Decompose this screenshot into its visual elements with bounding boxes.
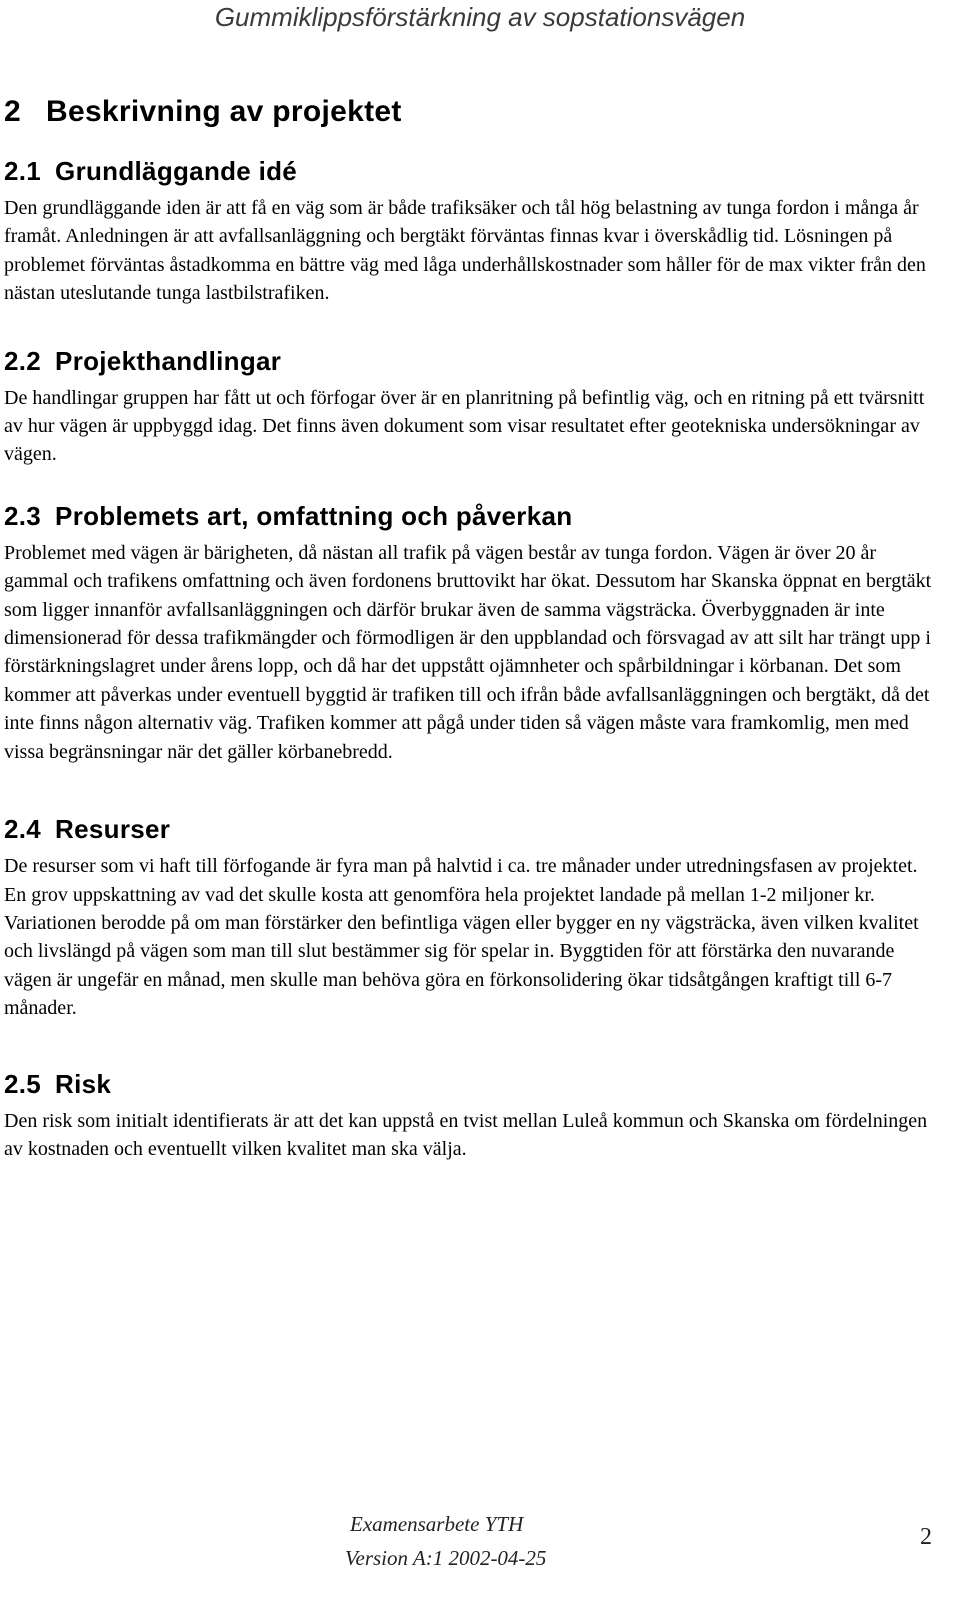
section-number: 2.1 [4, 156, 42, 186]
section-resurser [4, 812, 932, 1022]
running-header: Gummiklippsförstärkning av sopstationsvägen [214, 2, 746, 32]
footer-version: Version A:1 2002-04-25 [345, 1546, 547, 1570]
section-number: 2.3 [4, 500, 42, 531]
chapter-number: 2 [4, 95, 21, 128]
section-title: Problemets art, omfattning och påverkan [55, 500, 573, 531]
section-heading [4, 499, 932, 533]
section-risk [4, 1067, 932, 1164]
section-title: Risk [55, 1068, 112, 1099]
section-number: 2.4 [4, 814, 42, 845]
chapter-heading [4, 92, 932, 132]
section-title: Grundläggande idé [55, 156, 298, 186]
footer-thesis-label: Examensarbete YTH [350, 1512, 524, 1536]
section-heading [4, 344, 932, 378]
section-number: 2.2 [4, 345, 42, 376]
section-paragraph: De handlingar gruppen har fått ut och förfogar över är en planritning på befintlig väg, och en ritning på ett tvärsnitt av hur vägen är uppbyggd idag. Det finns även dokument som visar resultatet efter geotekniska undersökningar av vägen. [4, 386, 925, 466]
section-paragraph: De resurser som vi haft till förfogande är fyra man på halvtid i ca. tre månader under utredningsfasen av projektet. En grov uppskattning av vad det skulle kosta att genomföra hela projektet landade på mellan 1-2 miljoner kr. Variationen berodde på om man förstärker den befintliga vägen eller bygger en ny vägsträcka, även vilken kvalitet och livslängd på vägen som man till slut bestämmer sig för spelar in. Byggtiden för att förstärka den nuvarande vägen är ungefär en månad, men skulle man behöva göra en förkonsolidering ökar tidsåtgången kraftigt till 6-7 månader. [4, 855, 919, 1020]
chapter-title: Beskrivning av projektet [46, 95, 402, 128]
section-paragraph: Den grundläggande iden är att få en väg som är både trafiksäker och tål hög belastning av tunga fordon i många år framåt. Anledningen är att avfallsanläggning och bergtäkt förväntas finnas kvar i överskådlig tid. Lösningen på problemet förväntas åstadkomma en bättre väg med låga underhållskostnader som håller för de max vikter från den nästan uteslutande tunga lastbilstrafiken. [4, 197, 926, 305]
section-heading [4, 812, 932, 846]
section-paragraph: Den risk som initialt identifierats är att det kan uppstå en tvist mellan Luleå kommun och Skanska om fördelningen av kostnaden och eventuellt vilken kvalitet man ska välja. [4, 1109, 928, 1160]
section-number: 2.5 [4, 1068, 42, 1099]
section-title: Resurser [55, 814, 171, 845]
section-grundlaggande-ide [4, 154, 932, 308]
document-body [4, 92, 932, 1193]
page-footer [0, 1510, 960, 1610]
section-problemets-art [4, 499, 932, 766]
section-projekthandlingar [4, 344, 932, 469]
page-number: 2 [920, 1524, 932, 1550]
section-title: Projekthandlingar [55, 345, 282, 376]
section-heading [4, 1067, 932, 1101]
section-heading [4, 154, 932, 188]
section-paragraph: Problemet med vägen är bärigheten, då nästan all trafik på vägen består av tunga fordon. Vägen är över 20 år gammal och trafikens omfattning och även fordonens bruttovikt har ökat. Dessutom har Skanska öppnat en bergtäkt som ligger innanför avfallsanläggningen och därför brukar även de samma vägsträcka. Överbyggnaden är inte dimensionerad för dessa trafikmängder och förmodligen är den uppblandad och försvagad av att silt har trängt upp i förstärkningslagret under årens lopp, och då har det uppstått ojämnheter och spårbildningar i körbanan. Det som kommer att påverkas under eventuell byggtid är trafiken till och ifrån både avfallsanläggningen och bergtäkt, då det inte finns någon alternativ väg. Trafiken kommer att pågå under tiden så vägen måste vara framkomlig, men med vissa begränsningar när det gäller körbanebredd. [4, 541, 932, 763]
